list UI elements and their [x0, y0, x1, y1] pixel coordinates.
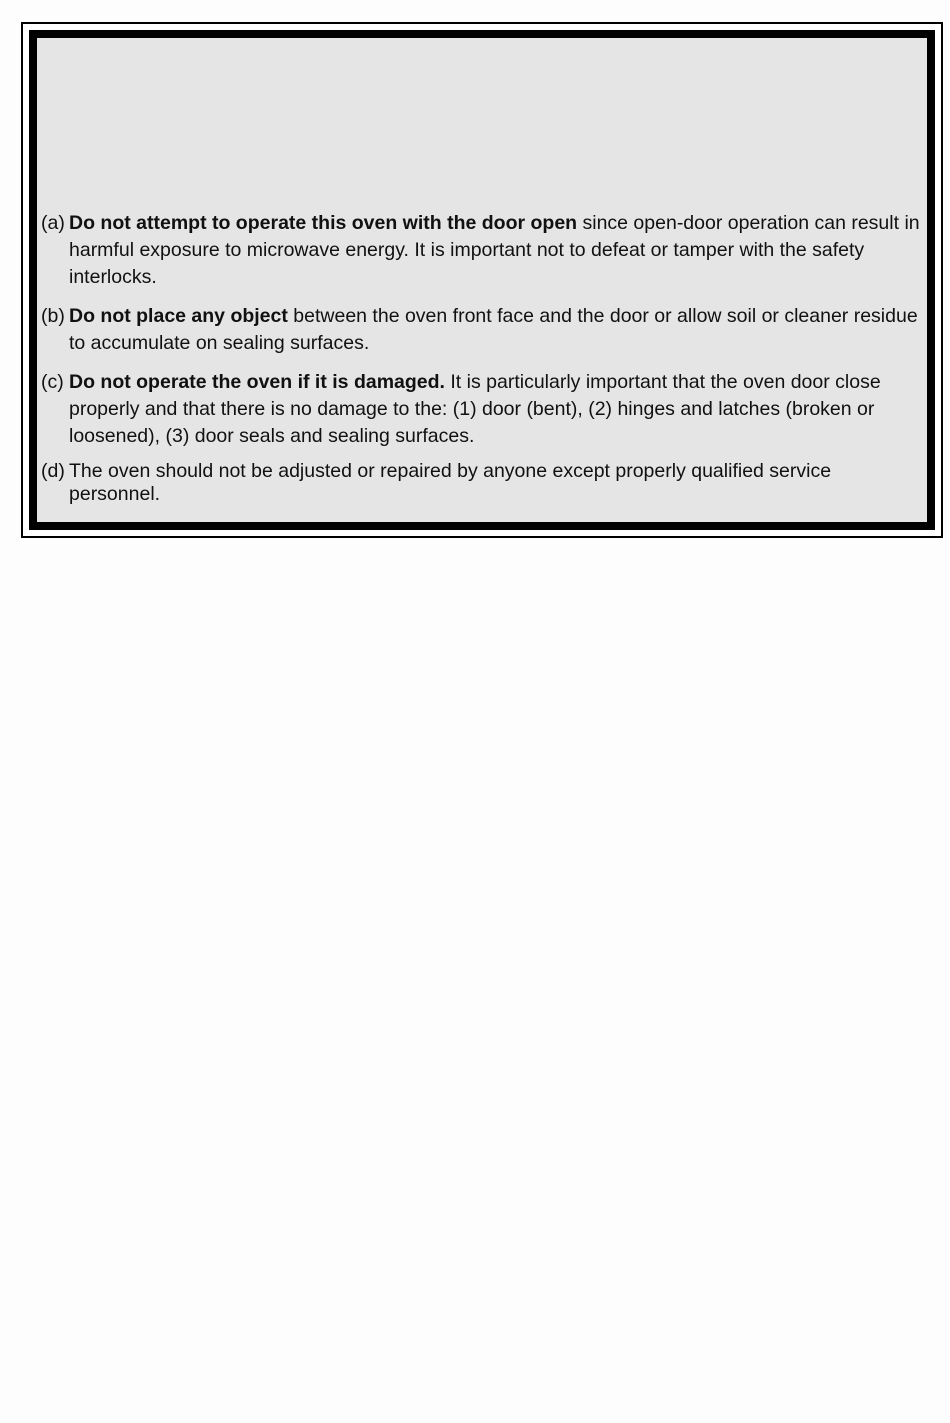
item-text [69, 369, 921, 450]
precaution-item-c [41, 369, 921, 450]
item-body: since open-door operation can result in harmful exposure to microwave energy. It is important not to defeat or tamper with the safety interlocks. [69, 212, 920, 288]
safety-precautions-list [41, 210, 921, 506]
precaution-item-b [41, 303, 921, 357]
item-marker: (b) [41, 305, 65, 327]
item-emphasis: Do not operate the oven if it is damaged. [69, 371, 445, 393]
item-marker: (c) [41, 371, 64, 393]
item-marker: (a) [41, 212, 65, 234]
item-text [69, 460, 921, 506]
item-marker: (d) [41, 460, 65, 482]
item-body: The oven should not be adjusted or repaired by anyone except properly qualified service personnel. [69, 460, 832, 505]
item-body: between the oven front face and the door or allow soil or cleaner residue to accumulate on sealing surfaces. [69, 305, 918, 354]
item-text [69, 210, 921, 291]
safety-notice-box [29, 30, 935, 530]
item-body: It is particularly important that the oven door close properly and that there is no damage to the: (1) door (bent), (2) hinges and latches (broken or loosened), (3) door seals and sealing surfaces. [69, 371, 881, 447]
item-emphasis: Do not attempt to operate this oven with the door open [69, 212, 578, 234]
item-emphasis: Do not place any object [69, 305, 288, 327]
safety-notice-frame [21, 22, 943, 538]
precaution-item-d [41, 460, 921, 506]
item-text [69, 303, 921, 357]
precaution-item-a [41, 210, 921, 291]
